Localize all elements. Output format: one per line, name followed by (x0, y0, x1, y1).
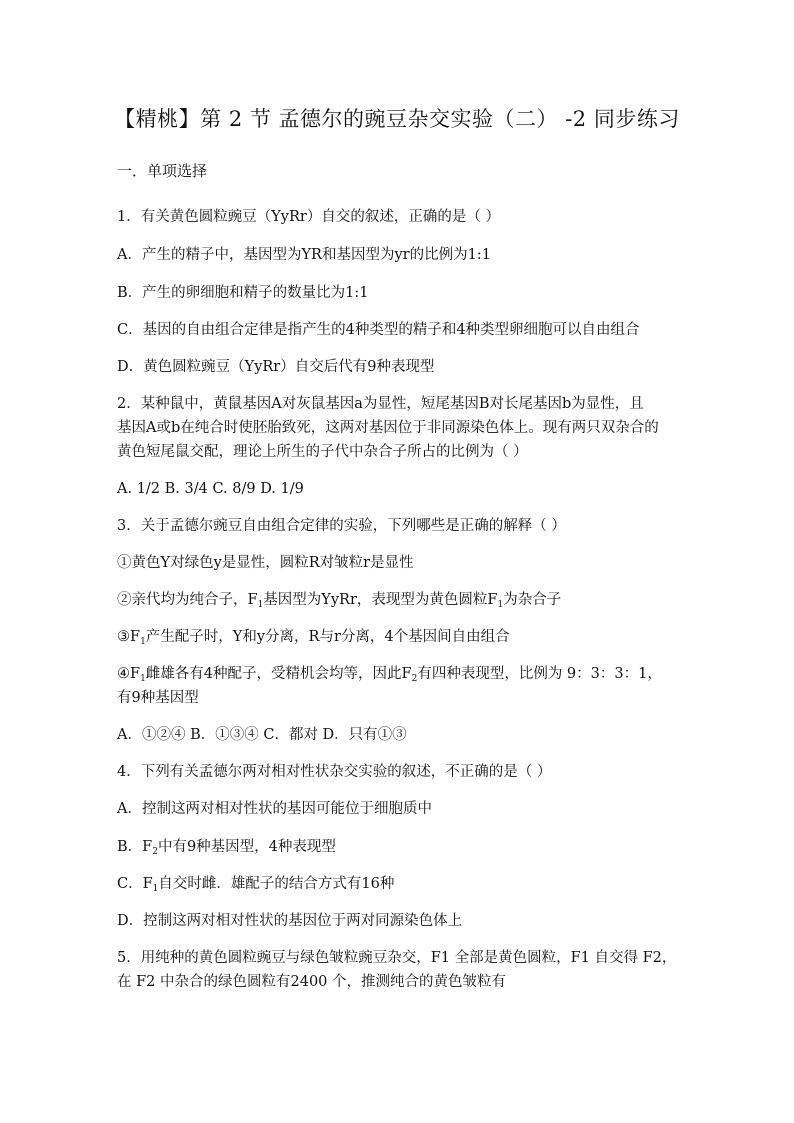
question-1-stem: 1．有关黄色圆粒豌豆（YyRr）自交的叙述，正确的是（ ） (117, 209, 500, 225)
question-3-item-4: $④F_1$雌雄各有4种配子，受精机会均等，因此$F_2$有四种表现型，比例为 9：3：3：1， (117, 666, 662, 684)
question-3-item-2: ②亲代均为纯合子，$F_1$基因型为YyRr，表现型为黄色圆粒$F_1$为杂合子 (117, 592, 562, 610)
question-4-option-a: A．控制这两对相对性状的基因可能位于细胞质中 (117, 801, 432, 817)
section-heading: 一．单项选择 (117, 162, 208, 180)
question-1-option-a: A．产生的精子中，基因型为YR和基因型为yr的比例为1:1 (117, 247, 491, 263)
question-1-option-b: B．产生的卵细胞和精子的数量比为1:1 (117, 285, 369, 301)
question-4-stem: 4．下列有关孟德尔两对相对性状杂交实验的叙述，不正确的是（ ） (117, 764, 552, 780)
question-3-item-3: $③F_1$产生配子时，Y和y分离，R与r分离，4个基因间自由组合 (117, 629, 510, 647)
question-5-line-2: 在 F2 中杂合的绿色圆粒有2400 个，推测纯合的黄色皱粒有 (117, 974, 507, 990)
question-4-option-c: C．$F_1$自交时雌．雄配子的结合方式有16种 (117, 876, 395, 894)
question-2-options: A. 1/2 B. 3/4 C. 8/9 D. 1/9 (117, 481, 304, 497)
question-4-option-b: B．$F_2$中有9种基因型，4种表现型 (117, 839, 336, 857)
question-2-line-3: 黄色短尾鼠交配，理论上所生的子代中杂合子所占的比例为（ ） (117, 444, 528, 460)
question-3-stem: 3．关于孟德尔豌豆自由组合定律的实验，下列哪些是正确的解释（ ） (117, 518, 566, 534)
question-3-item-1: ①黄色Y对绿色y是显性，圆粒R对皱粒r是显性 (117, 555, 414, 571)
question-4-option-d: D．控制这两对相对性状的基因位于两对同源染色体上 (117, 913, 463, 929)
question-2-line-1: 2．某种鼠中，黄鼠基因A对灰鼠基因a为显性，短尾基因B对长尾基因b为显性，且 (117, 396, 644, 412)
question-1-option-d: D．黄色圆粒豌豆（YyRr）自交后代有9种表现型 (117, 359, 435, 375)
question-3-item-4-continued: 有9种基因型 (117, 690, 199, 706)
question-1-option-c: C．基因的自由组合定律是指产生的4种类型的精子和4种类型卵细胞可以自由组合 (117, 322, 640, 338)
question-5-line-1: 5．用纯种的黄色圆粒豌豆与绿色皱粒豌豆杂交，F1 全部是黄色圆粒，F1 自交得 F2， (117, 950, 677, 966)
question-2-line-2: 基因A或b在纯合时使胚胎致死，这两对基因位于非同源染色体上。现有两只双杂合的 (117, 420, 659, 436)
document-title: 【精桃】第 2 节 孟德尔的豌豆杂交实验（二） -2 同步练习 (114, 107, 680, 131)
question-3-options: A．①②④ B．①③④ C．都对 D．只有①③ (117, 727, 407, 743)
